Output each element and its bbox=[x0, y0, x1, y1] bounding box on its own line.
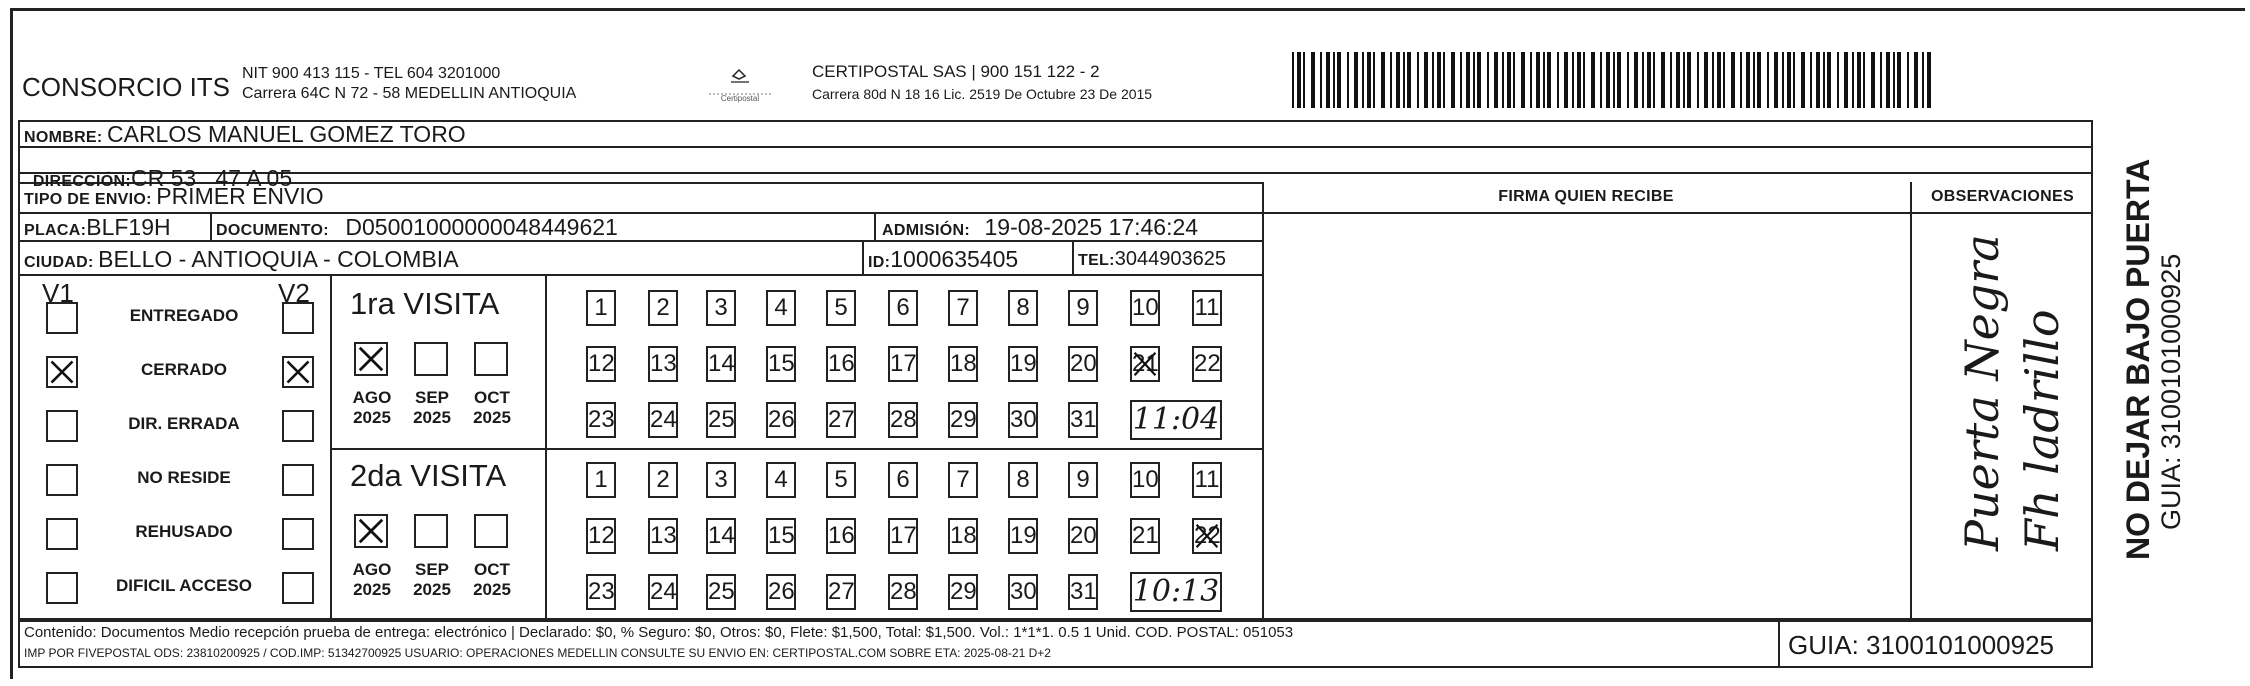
day-box[interactable]: 2 bbox=[648, 290, 678, 326]
day-box[interactable]: 26 bbox=[766, 402, 796, 438]
barcode-bar bbox=[1543, 52, 1545, 108]
nombre-label: NOMBRE: bbox=[24, 129, 103, 146]
barcode-bar bbox=[1390, 52, 1392, 108]
status-v1-checkbox[interactable] bbox=[46, 410, 78, 442]
barcode-bar bbox=[1373, 52, 1375, 108]
barcode-bar bbox=[1871, 52, 1875, 108]
status-v2-checkbox[interactable] bbox=[282, 572, 314, 604]
visit-month-checkbox[interactable] bbox=[354, 514, 388, 548]
day-box[interactable]: 24 bbox=[648, 402, 678, 438]
barcode-bar bbox=[1810, 52, 1812, 108]
day-box[interactable]: 17 bbox=[888, 346, 918, 382]
barcode-bar bbox=[1473, 52, 1475, 108]
day-box[interactable]: 26 bbox=[766, 574, 796, 610]
visit-title: 1ra VISITA bbox=[350, 286, 500, 321]
status-label: DIR. ERRADA bbox=[128, 414, 240, 433]
carrier-address: Carrera 80d N 18 16 Lic. 2519 De Octubre 23 De 2015 bbox=[812, 86, 1153, 102]
barcode-bar bbox=[1897, 52, 1901, 108]
placa-label: PLACA: bbox=[24, 222, 87, 239]
status-v1-checkbox[interactable] bbox=[46, 518, 78, 550]
tel-label: TEL: bbox=[1078, 252, 1115, 269]
day-box[interactable]: 11 bbox=[1192, 290, 1222, 326]
barcode-bar bbox=[1437, 52, 1441, 108]
day-box[interactable]: 16 bbox=[826, 346, 856, 382]
status-v1-checkbox[interactable] bbox=[46, 464, 78, 496]
barcode-bar bbox=[1292, 52, 1294, 108]
barcode-bar bbox=[1857, 52, 1861, 108]
day-box[interactable]: 19 bbox=[1008, 346, 1038, 382]
visit-month-checkbox[interactable] bbox=[474, 514, 508, 548]
barcode-bar bbox=[1443, 52, 1445, 108]
day-box[interactable]: 21 bbox=[1130, 518, 1160, 554]
direccion-label: DIRECCIÓN: bbox=[32, 173, 131, 190]
admision-row bbox=[882, 214, 1198, 241]
day-box[interactable]: 30 bbox=[1008, 574, 1038, 610]
barcode-bar bbox=[1572, 52, 1574, 108]
barcode-bar bbox=[1460, 52, 1462, 108]
barcode-bar bbox=[1723, 52, 1725, 108]
barcode-bar bbox=[1676, 52, 1680, 108]
barcode-bar bbox=[1816, 52, 1820, 108]
barcode-bar bbox=[1320, 52, 1322, 108]
barcode-bar bbox=[1893, 52, 1895, 108]
barcode-bar bbox=[1704, 52, 1708, 108]
day-box[interactable]: 3 bbox=[706, 462, 736, 498]
barcode-bar bbox=[1907, 52, 1909, 108]
logo-caption: Certipostal bbox=[720, 94, 760, 103]
visit-month-checkbox[interactable] bbox=[414, 514, 448, 548]
admision-value: 19-08-2025 17:46:24 bbox=[984, 214, 1199, 240]
day-box[interactable]: 15 bbox=[766, 518, 796, 554]
visit-month-checkbox[interactable] bbox=[354, 342, 388, 376]
firma-label: FIRMA QUIEN RECIBE bbox=[1498, 188, 1674, 205]
day-box[interactable]: 6 bbox=[888, 290, 918, 326]
barcode-bar bbox=[1381, 52, 1385, 108]
barcode-bar bbox=[1731, 52, 1735, 108]
barcode-bar bbox=[1634, 52, 1638, 108]
status-label: NO RESIDE bbox=[137, 468, 231, 487]
documento-row bbox=[216, 214, 618, 241]
day-box[interactable]: 31 bbox=[1068, 574, 1098, 610]
barcode-bar bbox=[1774, 52, 1778, 108]
footer-contenido: Contenido: Documentos Medio recepción prueba de entrega: electrónico | Declarado: $0, % Seguro: $0, Otros: $0, Flete: $1,500, Total: $1,500. Vol.: 1*1*1. 0.5 1 Unid. COD. POSTAL: 051053 bbox=[24, 624, 1294, 641]
id-row bbox=[868, 246, 1018, 273]
day-box[interactable]: 19 bbox=[1008, 518, 1038, 554]
tipo-value: PRIMER ENVIO bbox=[156, 183, 324, 209]
day-box[interactable]: 20 bbox=[1068, 518, 1098, 554]
barcode-bar bbox=[1922, 52, 1924, 108]
placa-value: BLF19H bbox=[86, 214, 171, 240]
barcode-bar bbox=[1767, 52, 1769, 108]
day-box[interactable]: 28 bbox=[888, 402, 918, 438]
day-box[interactable]: 11 bbox=[1192, 462, 1222, 498]
barcode-bar bbox=[1354, 52, 1358, 108]
barcode-bar bbox=[1513, 52, 1515, 108]
barcode-bar bbox=[1333, 52, 1335, 108]
day-box[interactable]: 8 bbox=[1008, 290, 1038, 326]
direccion-value: CR 53 47 A 05 bbox=[131, 165, 293, 191]
carrier-name: CERTIPOSTAL SAS | 900 151 122 - 2 bbox=[812, 62, 1100, 81]
visit-month-label: OCT 2025 bbox=[473, 560, 511, 599]
day-box[interactable]: 23 bbox=[586, 402, 616, 438]
barcode-bar bbox=[1886, 52, 1890, 108]
day-box[interactable]: 14 bbox=[706, 518, 736, 554]
barcode-bar bbox=[1801, 52, 1805, 108]
day-box[interactable]: 29 bbox=[948, 402, 978, 438]
day-box[interactable]: 1 bbox=[586, 290, 616, 326]
admision-label: ADMISIÓN: bbox=[882, 222, 971, 239]
visit-time: 11:04 bbox=[1130, 400, 1222, 440]
barcode-bar bbox=[1627, 52, 1629, 108]
barcode-bar bbox=[1823, 52, 1825, 108]
day-box[interactable]: 17 bbox=[888, 518, 918, 554]
day-box[interactable]: 8 bbox=[1008, 462, 1038, 498]
barcode-bar bbox=[1827, 52, 1831, 108]
day-box[interactable]: 25 bbox=[706, 574, 736, 610]
day-box[interactable]: 9 bbox=[1068, 462, 1098, 498]
barcode-bar bbox=[1642, 52, 1644, 108]
barcode-bar bbox=[1557, 52, 1559, 108]
nombre-row bbox=[24, 121, 466, 148]
visit-time: 10:13 bbox=[1130, 572, 1222, 612]
status-v2-checkbox[interactable] bbox=[282, 410, 314, 442]
day-box[interactable]: 10 bbox=[1130, 290, 1160, 326]
day-box[interactable]: 23 bbox=[586, 574, 616, 610]
side-text bbox=[2120, 100, 2186, 560]
barcode-bar bbox=[1600, 52, 1602, 108]
barcode-bar bbox=[1466, 52, 1470, 108]
tipo-row bbox=[24, 183, 324, 210]
visit-month-label: OCT 2025 bbox=[473, 388, 511, 427]
status-v2-checkbox[interactable] bbox=[282, 464, 314, 496]
day-box[interactable]: 22 bbox=[1192, 346, 1222, 382]
tipo-label: TIPO DE ENVIO: bbox=[24, 191, 152, 208]
barcode-bar bbox=[1787, 52, 1791, 108]
v1-label: V1 bbox=[42, 278, 74, 308]
barcode-bar bbox=[1661, 52, 1665, 108]
day-box[interactable]: 7 bbox=[948, 462, 978, 498]
barcode-bar bbox=[1407, 52, 1411, 108]
barcode-bar bbox=[1362, 52, 1364, 108]
certipostal-logo bbox=[705, 62, 775, 102]
barcode-bar bbox=[1844, 52, 1848, 108]
barcode-bar bbox=[1337, 52, 1341, 108]
barcode-bar bbox=[1914, 52, 1918, 108]
day-box[interactable]: 20 bbox=[1068, 346, 1098, 382]
day-box[interactable]: 12 bbox=[586, 346, 616, 382]
barcode-bar bbox=[1547, 52, 1551, 108]
barcode-bar bbox=[1297, 52, 1301, 108]
barcode-bar bbox=[1583, 52, 1585, 108]
status-label: DIFICIL ACCESO bbox=[115, 576, 252, 595]
day-box[interactable]: 4 bbox=[766, 462, 796, 498]
barcode-bar bbox=[1367, 52, 1371, 108]
day-box[interactable]: 1 bbox=[586, 462, 616, 498]
footer-imp: IMP POR FIVEPOSTAL ODS: 23810200925 / COD.IMP: 51342700925 USUARIO: OPERACIONES MEDELLIN CONSULTE SU ENVIO EN: CERTIPOSTAL.COM SOBRE ETA: 2025-08-21 D+2 bbox=[24, 646, 1051, 660]
barcode-bar bbox=[1494, 52, 1498, 108]
day-box[interactable]: 31 bbox=[1068, 402, 1098, 438]
visit-month-label: SEP 2025 bbox=[413, 388, 451, 427]
barcode-bar bbox=[1564, 52, 1568, 108]
day-box[interactable]: 24 bbox=[648, 574, 678, 610]
barcode-bar bbox=[1687, 52, 1691, 108]
barcode bbox=[1292, 52, 1932, 108]
company-nit: NIT 900 413 115 - TEL 604 3201000 bbox=[242, 65, 501, 82]
visit-month-label: AGO 2025 bbox=[352, 560, 392, 599]
documento-value: D05001000000048449621 bbox=[345, 214, 618, 240]
day-box[interactable]: 13 bbox=[648, 518, 678, 554]
barcode-bar bbox=[1852, 52, 1854, 108]
day-box[interactable]: 9 bbox=[1068, 290, 1098, 326]
v2-label: V2 bbox=[278, 278, 310, 308]
day-box[interactable]: 10 bbox=[1130, 462, 1160, 498]
day-box[interactable]: 7 bbox=[948, 290, 978, 326]
day-box[interactable]: 13 bbox=[648, 346, 678, 382]
status-label: CERRADO bbox=[141, 360, 227, 379]
barcode-bar bbox=[1683, 52, 1685, 108]
barcode-bar bbox=[1451, 52, 1455, 108]
barcode-bar bbox=[1757, 52, 1761, 108]
status-label: REHUSADO bbox=[135, 522, 233, 541]
side-text-guia: GUIA: 3100101000925 bbox=[2156, 253, 2186, 530]
id-label: ID: bbox=[868, 254, 891, 271]
placa-row bbox=[24, 214, 171, 241]
day-box[interactable]: 21 bbox=[1130, 346, 1160, 382]
handwriting-line1: Puerta Negra bbox=[1955, 234, 2009, 551]
status-v2-checkbox[interactable] bbox=[282, 356, 314, 388]
barcode-bar bbox=[1326, 52, 1330, 108]
barcode-bar bbox=[1617, 52, 1621, 108]
visit-month-label: AGO 2025 bbox=[352, 388, 392, 427]
status-v1-checkbox[interactable] bbox=[46, 302, 78, 334]
barcode-bar bbox=[1793, 52, 1795, 108]
status-label: ENTREGADO bbox=[129, 306, 239, 325]
status-v2-checkbox[interactable] bbox=[282, 302, 314, 334]
barcode-bar bbox=[1591, 52, 1595, 108]
barcode-bar bbox=[1347, 52, 1349, 108]
ciudad-label: CIUDAD: bbox=[24, 254, 94, 271]
barcode-bar bbox=[1577, 52, 1581, 108]
day-box[interactable]: 6 bbox=[888, 462, 918, 498]
tel-value: 3044903625 bbox=[1114, 248, 1226, 270]
barcode-bar bbox=[1521, 52, 1525, 108]
day-box[interactable]: 15 bbox=[766, 346, 796, 382]
day-box[interactable]: 14 bbox=[706, 346, 736, 382]
barcode-bar bbox=[1536, 52, 1540, 108]
day-box[interactable]: 2 bbox=[648, 462, 678, 498]
id-value: 1000635405 bbox=[890, 246, 1019, 272]
barcode-bar bbox=[1753, 52, 1755, 108]
visit-month-label: SEP 2025 bbox=[413, 560, 451, 599]
day-box[interactable]: 5 bbox=[826, 290, 856, 326]
barcode-bar bbox=[1432, 52, 1434, 108]
visit-month-checkbox[interactable] bbox=[474, 342, 508, 376]
barcode-bar bbox=[1487, 52, 1489, 108]
barcode-bar bbox=[1303, 52, 1305, 108]
barcode-bar bbox=[1530, 52, 1532, 108]
ciudad-row bbox=[24, 246, 459, 273]
day-box[interactable]: 3 bbox=[706, 290, 736, 326]
barcode-bar bbox=[1502, 52, 1504, 108]
barcode-bar bbox=[1311, 52, 1315, 108]
barcode-bar bbox=[1863, 52, 1865, 108]
barcode-bar bbox=[1927, 52, 1931, 108]
barcode-bar bbox=[1670, 52, 1672, 108]
observaciones-handwriting bbox=[1912, 214, 2093, 620]
barcode-bar bbox=[1417, 52, 1419, 108]
observaciones-label: OBSERVACIONES bbox=[1931, 188, 2074, 205]
handwriting-line2: Fh ladrillo bbox=[2015, 309, 2069, 551]
day-box[interactable]: 27 bbox=[826, 574, 856, 610]
side-text-warning: NO DEJAR BAJO PUERTA bbox=[2120, 158, 2156, 560]
day-box[interactable]: 12 bbox=[586, 518, 616, 554]
barcode-bar bbox=[1396, 52, 1400, 108]
footer-guia: GUIA: 3100101000925 bbox=[1788, 630, 2054, 660]
barcode-bar bbox=[1746, 52, 1750, 108]
day-box[interactable]: 16 bbox=[826, 518, 856, 554]
visit-title: 2da VISITA bbox=[350, 458, 507, 493]
barcode-bar bbox=[1712, 52, 1714, 108]
barcode-bar bbox=[1697, 52, 1699, 108]
day-box[interactable]: 22 bbox=[1192, 518, 1222, 554]
documento-label: DOCUMENTO: bbox=[216, 222, 329, 239]
tel-row bbox=[1078, 248, 1226, 271]
ciudad-value: BELLO - ANTIOQUIA - COLOMBIA bbox=[98, 246, 459, 272]
barcode-bar bbox=[1424, 52, 1428, 108]
day-box[interactable]: 25 bbox=[706, 402, 736, 438]
nombre-value: CARLOS MANUEL GOMEZ TORO bbox=[107, 121, 466, 147]
barcode-bar bbox=[1477, 52, 1481, 108]
barcode-bar bbox=[1837, 52, 1839, 108]
barcode-bar bbox=[1880, 52, 1882, 108]
day-box[interactable]: 30 bbox=[1008, 402, 1038, 438]
barcode-bar bbox=[1740, 52, 1742, 108]
day-box[interactable]: 29 bbox=[948, 574, 978, 610]
day-box[interactable]: 28 bbox=[888, 574, 918, 610]
barcode-bar bbox=[1403, 52, 1405, 108]
day-box[interactable]: 4 bbox=[766, 290, 796, 326]
barcode-bar bbox=[1613, 52, 1615, 108]
visit-month-checkbox[interactable] bbox=[414, 342, 448, 376]
day-box[interactable]: 27 bbox=[826, 402, 856, 438]
day-box[interactable]: 18 bbox=[948, 518, 978, 554]
company-name: CONSORCIO ITS bbox=[22, 72, 231, 102]
barcode-bar bbox=[1606, 52, 1610, 108]
status-v1-checkbox[interactable] bbox=[46, 356, 78, 388]
barcode-bar bbox=[1507, 52, 1511, 108]
day-box[interactable]: 18 bbox=[948, 346, 978, 382]
barcode-bar bbox=[1647, 52, 1651, 108]
day-box[interactable]: 5 bbox=[826, 462, 856, 498]
status-v1-checkbox[interactable] bbox=[46, 572, 78, 604]
company-address: Carrera 64C N 72 - 58 MEDELLIN ANTIOQUIA bbox=[242, 85, 577, 102]
barcode-bar bbox=[1782, 52, 1784, 108]
status-v2-checkbox[interactable] bbox=[282, 518, 314, 550]
barcode-bar bbox=[1653, 52, 1655, 108]
barcode-bar bbox=[1717, 52, 1721, 108]
